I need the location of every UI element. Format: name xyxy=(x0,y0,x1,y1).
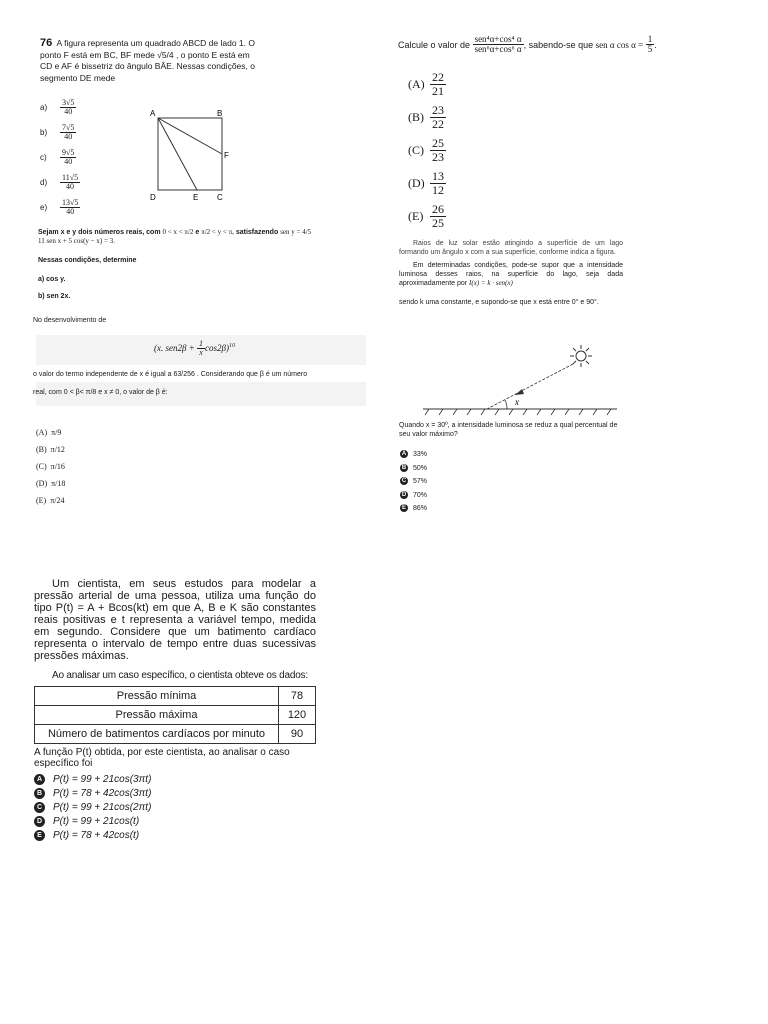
table-cell-value: 120 xyxy=(279,706,316,725)
calc-condition: sen α cos α = xyxy=(595,39,644,50)
sejam-and: e xyxy=(195,229,200,236)
fraction-den: 12 xyxy=(432,183,444,197)
light-ray xyxy=(487,364,573,409)
fraction-num: 13 xyxy=(432,169,444,184)
option-fraction xyxy=(60,199,80,217)
cientista-option-c[interactable] xyxy=(34,801,316,815)
expr-left: (x. sen2β + xyxy=(154,342,198,353)
q76-text1: A figura representa um quadrado ABCD de lado 1. O xyxy=(56,38,255,48)
sejam-range-y: π/2 < y < π, xyxy=(201,228,234,236)
option-letter: (A) xyxy=(36,428,48,437)
question-cientista xyxy=(34,578,316,843)
cientista-option-e[interactable] xyxy=(34,829,316,843)
q76-option-b[interactable] xyxy=(40,120,100,145)
cond-den: 5 xyxy=(647,44,653,55)
angle-label: x xyxy=(515,397,519,407)
binom-options xyxy=(36,424,65,509)
q76-line2: ponto F está em BC, BF mede √5/4 , o ponto E está em xyxy=(40,49,250,60)
square-abcd xyxy=(158,118,222,190)
label-c: C xyxy=(217,193,223,202)
cientista-p1: Um cientista, em seus estudos para modelar a pressão arterial de uma pessoa, utiliza uma função do tipo P(t) = A + Bcos(kt) em que A, B e K são constantes reais positivas e t representa a variável tempo, medida em segundo. Considere que um batimento cardíaco representa o intervalo de tempo entre duas sucessivas pressões máximas. xyxy=(34,578,316,662)
question-calcule xyxy=(398,35,738,55)
option-fraction xyxy=(430,170,446,196)
binom-option-d[interactable] xyxy=(36,475,65,492)
fraction-den: 40 xyxy=(66,207,75,216)
sejam-item-b: b) sen 2x. xyxy=(38,293,71,300)
question-sejam xyxy=(38,228,368,301)
option-letter: (A) xyxy=(408,77,425,91)
option-letter: c) xyxy=(40,153,47,162)
fraction-den: 23 xyxy=(432,150,444,164)
option-letter-badge: A xyxy=(34,774,45,785)
fraction-num: 3√5 xyxy=(62,97,75,107)
option-letter: (E) xyxy=(408,209,424,223)
fraction-den: 25 xyxy=(432,216,444,230)
table-row xyxy=(35,687,316,706)
option-letter-badge: E xyxy=(34,830,45,841)
label-d: D xyxy=(150,193,156,202)
table-cell-label: Pressão máxima xyxy=(35,706,279,725)
binom-text2: real, com 0 < β< π/8 e x ≠ 0, o valor de β é: xyxy=(33,389,168,396)
q76-line1 xyxy=(40,38,280,50)
luz-option-c[interactable] xyxy=(400,475,427,489)
cientista-options xyxy=(34,773,316,843)
calc-option-c[interactable] xyxy=(408,134,446,167)
option-letter: a) xyxy=(40,103,48,112)
option-letter-badge: D xyxy=(401,491,407,498)
sejam-satisfying: satisfazendo xyxy=(235,229,279,236)
q76-option-e[interactable] xyxy=(40,195,100,220)
sejam-range-x: 0 < x < π/2 xyxy=(162,228,194,236)
binom-expression-box xyxy=(36,335,366,365)
expr-den: x xyxy=(199,348,203,358)
q76-number: 76 xyxy=(40,37,53,49)
luz-p2-text: Em determinadas condições, pode-se supor que a intensidade luminosa desses raios, na superfície do lago, seja dada aproximadamente por xyxy=(399,262,623,287)
luz-option-e[interactable] xyxy=(400,502,427,516)
expr-exponent: 10 xyxy=(229,342,236,349)
binom-intro: No desenvolvimento de xyxy=(33,317,107,324)
sun-ray-figure xyxy=(395,340,625,420)
calc-option-a[interactable] xyxy=(408,68,446,101)
luz-option-d[interactable] xyxy=(400,489,427,503)
sun-icon xyxy=(570,345,592,367)
option-value: π/24 xyxy=(50,496,65,505)
option-letter: (E) xyxy=(36,496,47,505)
sejam-equation: 11 sen x + 5 cos(y − x) = 3. xyxy=(38,237,115,245)
option-fraction xyxy=(430,71,446,97)
option-fraction xyxy=(60,99,76,117)
luz-p2 xyxy=(399,261,623,288)
option-letter-badge: A xyxy=(401,451,407,458)
option-letter: d) xyxy=(40,178,48,187)
option-value: π/12 xyxy=(50,445,65,454)
fraction-num: 11√5 xyxy=(62,172,79,182)
sejam-text: Sejam x e y dois números reais, com xyxy=(38,229,161,236)
option-value: π/9 xyxy=(51,428,62,437)
table-cell-value: 78 xyxy=(279,687,316,706)
fraction-den: 22 xyxy=(432,117,444,131)
option-letter-badge: E xyxy=(401,505,406,512)
angle-arc xyxy=(505,400,507,409)
calc-prefix: Calcule o valor de xyxy=(398,39,471,50)
sejam-item-a: a) cos y. xyxy=(38,276,66,283)
calc-options xyxy=(408,68,446,233)
option-fraction xyxy=(430,104,446,130)
fraction-den: 40 xyxy=(64,132,73,141)
luz-option-b[interactable] xyxy=(400,462,427,476)
option-letter: b) xyxy=(40,128,48,137)
option-letter-badge: D xyxy=(34,816,45,827)
option-letter-badge: B xyxy=(401,464,407,471)
cientista-p3: A função P(t) obtida, por este cientista, ao analisar o caso específico foi xyxy=(34,747,290,769)
question-luz xyxy=(399,239,623,307)
table-cell-value: 90 xyxy=(279,725,316,744)
pressure-table xyxy=(34,686,316,744)
binom-option-b[interactable] xyxy=(36,441,65,458)
square-figure xyxy=(140,106,240,202)
option-fraction xyxy=(60,124,76,142)
luz-p3: sendo k uma constante, e supondo-se que x está entre 0° e 90°. xyxy=(399,299,599,306)
ground-hatching xyxy=(425,409,611,415)
option-value: 57% xyxy=(413,478,428,485)
binom-text1: o valor do termo independente de x é igual a 63/256 . Considerando que β é um número xyxy=(33,371,308,378)
option-letter: (B) xyxy=(408,110,424,124)
binom-option-a[interactable] xyxy=(36,424,65,441)
q76-line4: segmento DE mede xyxy=(40,72,116,83)
option-fraction xyxy=(60,149,76,167)
calc-cond-end: . xyxy=(654,39,657,50)
option-fraction xyxy=(60,174,80,192)
table-row xyxy=(35,725,316,744)
fraction-num: 9√5 xyxy=(62,147,75,157)
option-value: π/16 xyxy=(50,462,65,471)
fraction-num: 22 xyxy=(432,70,444,85)
q76-option-d[interactable] xyxy=(40,170,100,195)
calc-middle: , sabendo-se que xyxy=(523,39,594,50)
label-b: B xyxy=(217,109,223,118)
q76-line3: CD e AF é bissetriz do ângulo BÂE. Nessas condições, o xyxy=(40,61,255,71)
option-letter: (C) xyxy=(36,462,47,471)
table-row xyxy=(35,706,316,725)
sejam-line1 xyxy=(38,228,368,237)
table-cell-label: Número de batimentos cardíacos por minuto xyxy=(35,725,279,744)
cientista-p2: Ao analisar um caso específico, o cientista obteve os dados: xyxy=(52,670,308,681)
label-e: E xyxy=(193,193,199,202)
option-letter: (C) xyxy=(408,143,424,157)
option-value: P(t) = 78 + 42cos(t) xyxy=(53,830,140,841)
luz-option-a[interactable] xyxy=(400,448,427,462)
fraction-num: 25 xyxy=(432,136,444,151)
fraction-den: 40 xyxy=(64,107,73,116)
luz-p1: Raios de luz solar estão atingindo a superfície de um lago formando um ângulo x com a sua superfície, conforme indica a figura. xyxy=(399,240,623,256)
option-fraction xyxy=(430,137,446,163)
option-letter-badge: C xyxy=(34,802,45,813)
luz-formula: I(x) = k · sen(x) xyxy=(469,279,513,287)
option-fraction xyxy=(430,203,446,229)
option-value: P(t) = 99 + 21cos(3πt) xyxy=(53,774,152,785)
expr-num: 1 xyxy=(199,339,204,348)
binom-option-c[interactable] xyxy=(36,458,65,475)
option-letter-badge: C xyxy=(401,478,407,485)
option-letter: (D) xyxy=(36,479,48,488)
calc-option-e[interactable] xyxy=(408,200,446,233)
fraction-num: 13√5 xyxy=(62,197,79,207)
option-value: 33% xyxy=(413,451,428,458)
option-value: P(t) = 99 + 21cos(t) xyxy=(53,816,140,827)
calc-fraction xyxy=(473,35,524,55)
calc-option-d[interactable] xyxy=(408,167,446,200)
expr-fraction xyxy=(197,340,205,358)
option-value: P(t) = 99 + 21cos(2πt) xyxy=(53,802,152,813)
cond-num: 1 xyxy=(647,34,653,44)
sejam-determine: Nessas condições, determine xyxy=(38,257,137,264)
label-a: A xyxy=(150,109,156,118)
fraction-den: 40 xyxy=(64,157,73,166)
calc-option-b[interactable] xyxy=(408,101,446,134)
expr-right: cos2β) xyxy=(205,342,230,353)
label-f: F xyxy=(224,151,229,160)
table-cell-label: Pressão mínima xyxy=(35,687,279,706)
q76-option-c[interactable] xyxy=(40,145,100,170)
calc-num: sen⁴α+cos⁴ α xyxy=(474,34,522,44)
fraction-num: 23 xyxy=(432,103,444,118)
option-letter: (D) xyxy=(408,176,425,190)
sejam-sen-y: sen y = 4/5 xyxy=(280,228,312,236)
fraction-den: 21 xyxy=(432,84,444,98)
option-letter: (B) xyxy=(36,445,47,454)
calc-den: sen⁶α+cos⁶ α xyxy=(474,44,522,55)
calc-cond-fraction xyxy=(646,35,655,55)
q76-option-a[interactable] xyxy=(40,95,100,120)
option-value: π/18 xyxy=(51,479,66,488)
luz-options xyxy=(400,448,427,516)
option-value: 86% xyxy=(413,505,428,512)
question-76 xyxy=(40,38,280,84)
option-value: 70% xyxy=(413,491,428,499)
fraction-num: 26 xyxy=(432,202,444,217)
fraction-den: 40 xyxy=(66,182,75,191)
option-value: 50% xyxy=(413,464,428,472)
q76-options xyxy=(40,95,100,220)
binom-option-e[interactable] xyxy=(36,492,65,509)
option-letter-badge: B xyxy=(34,788,45,799)
option-value: P(t) = 78 + 42cos(3πt) xyxy=(53,788,152,799)
fraction-num: 7√5 xyxy=(62,122,75,132)
cientista-option-a[interactable] xyxy=(34,773,316,787)
option-letter: e) xyxy=(40,203,48,212)
luz-question: Quando x = 30º, a intensidade luminosa se reduz a qual percentual de seu valor máximo? xyxy=(399,422,618,438)
binom-expression xyxy=(154,340,235,358)
cientista-option-b[interactable] xyxy=(34,787,316,801)
cientista-option-d[interactable] xyxy=(34,815,316,829)
